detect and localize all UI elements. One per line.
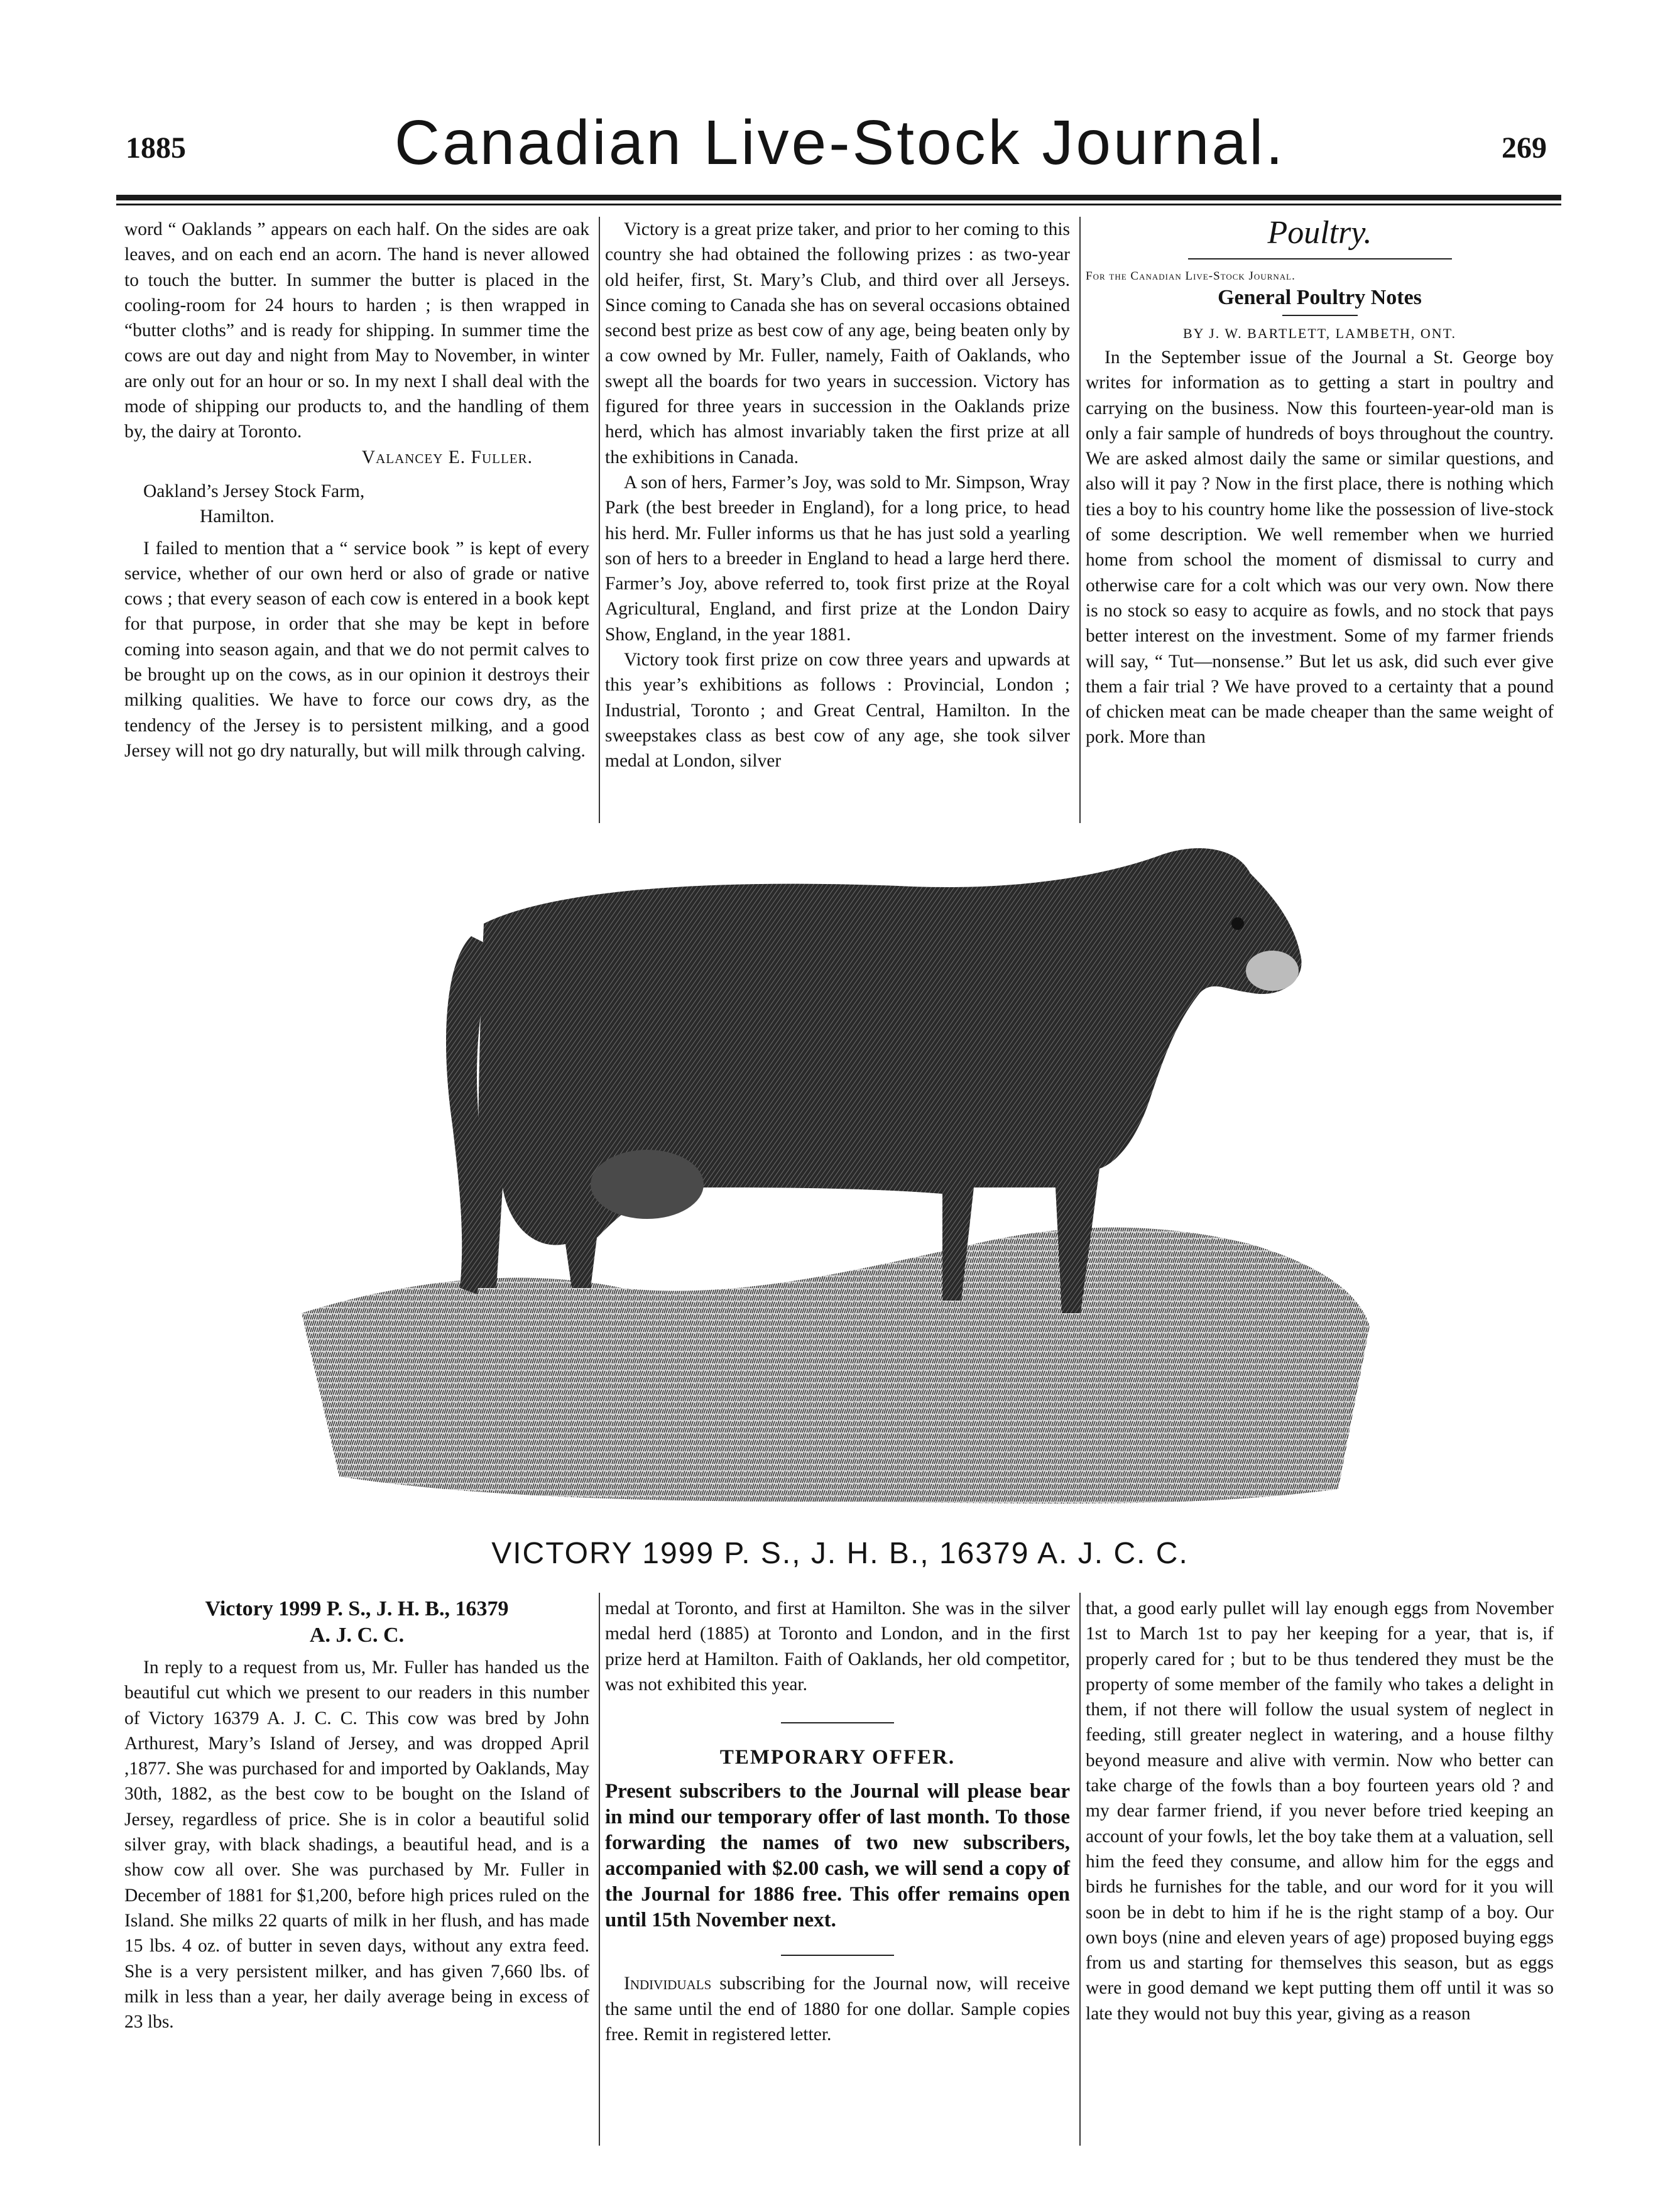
cow-muzzle: [1246, 951, 1299, 991]
column-3-top: [1086, 210, 1554, 750]
offer-rule: [781, 1955, 894, 1956]
article-title: [124, 1596, 589, 1649]
column-2-top: [605, 217, 1070, 774]
column-2-bottom: [605, 1596, 1070, 2047]
page-year: 1885: [126, 131, 186, 165]
paragraph: Victory is a great prize taker, and prior to her coming to this country she had obtained the following prizes : as two-year old heifer, first, St. Mary’s Club, and third over all Jerseys. Since coming to Canada she has on several occasions obtained second best prize as best cow of any age, being beaten only by a cow owned by Mr. Fuller, namely, Faith of Oaklands, who swept all the boards for two years in succession. Victory has figured for three years in succession in the Oaklands prize herd, which has almost invariably taken the first prize at all the exhibitions in Canada.: [605, 219, 1070, 467]
paragraph-text: subscribing for the Journal now, will receive the same until the end of 1880 for one dollar. Sample copies free. Remit in registered letter.: [605, 1974, 1070, 2045]
paragraph: A son of hers, Farmer’s Joy, was sold to Mr. Simpson, Wray Park (the best breeder in England), for a long price, to head his herd. Mr. Fuller informs us that he has just sold a yearling son of hers to a breeder in England to head a large herd there. Farmer’s Joy, above referred to, took first prize at the Royal Agricultural, England, and first prize at the London Dairy Show, England, in the year 1881.: [605, 472, 1070, 645]
cow-udder: [591, 1150, 704, 1219]
paragraph: In the September issue of the Journal a St. George boy writes for information as to getting a start in poultry and carrying on the business. Now this fourteen-year-old man is only a fair sample of hundreds of boys throughout the country. We are asked almost daily the same or similar questions, and also will it pay ? Now in the first place, there is nothing which ties a boy to his country home like the possession of live-stock of some description. We well remember when we hurried home from school the moment of dismissal to curry and otherwise care for a colt which was our very own. Now there is no stock so easy to acquire as fowls, and no stock that pays better interest on the investment. Some of my farmer friends will say, “ Tut—nonsense.” But let us ask, did such ever give them a fair trial ? We have proved to a certainty that a pound of chicken meat can be made cheaper than the same weight of pork. More than: [1086, 347, 1554, 748]
section-heading: Poultry.: [1267, 215, 1372, 251]
address: [143, 479, 589, 530]
column-divider: [1079, 217, 1081, 823]
column-1-bottom: [124, 1596, 589, 2034]
page-title: Canadian Live-Stock Journal.: [394, 107, 1286, 178]
cow-engraving: [295, 836, 1376, 1514]
section-rule: [1188, 258, 1452, 259]
paragraph: [605, 1971, 1070, 2047]
offer-title: TEMPORARY OFFER.: [719, 1746, 956, 1769]
column-1-top: [124, 217, 589, 763]
offer-rule: [781, 1722, 894, 1723]
page-number: 269: [1502, 131, 1547, 165]
column-3-bottom: [1086, 1596, 1554, 2026]
header-rule-thick: [116, 195, 1561, 200]
address-line: Oakland’s Jersey Stock Farm,: [143, 481, 365, 501]
address-line: Hamilton.: [200, 506, 275, 527]
paragraph: word “ Oaklands ” appears on each half. On the sides are oak leaves, and on each end an acorn. The hand is never allowed to touch the butter. In summer the butter is placed in the cooling-room for 24 hours to harden ; is then wrapped in “butter cloths” and is ready for shipping. In summer time the cows are out day and night from May to November, in winter are only out for an hour or so. In my next I shall deal with the mode of shipping our products to, and the handling of them by, the dairy at Toronto.: [124, 219, 589, 442]
page-header: [0, 94, 1680, 188]
article-title: General Poultry Notes: [1218, 286, 1422, 309]
paragraph: I failed to mention that a “ service book ” is kept of every service, whether of our own herd or also of grade or native cows ; that every season of each cow is entered in a book kept for that purpose, in order that she may be kept in before coming into season again, and that we do not permit calves to be brought up on the cows, as in our opinion it destroys their milking qualities. We have to force our cows dry, as the tendency of the Jersey is to persistent milking, and a good Jersey will not go dry naturally, but will milk through calving.: [124, 538, 589, 761]
paragraph: that, a good early pullet will lay enough eggs from November 1st to March 1st to pay her keeping for a year, that is, if properly cared for ; but to be thus tendered they must be the property of some member of the family who takes a delight in them, if not there will follow the usual system of neglect in feeding, still greater neglect in watering, and a house filthy beyond measure and alive with vermin. Now who better can take charge of the fowls than a boy fourteen years old ? and my dear farmer friend, if you never before tried keeping an account of your fowls, let the boy take them at a valuation, sell him the feed they consume, and allow him for the eggs and birds he furnishes for the table, and our word for it you will soon be in debt to him if he is the right stamp of a boy. Our own boys (nine and eleven years of age) proposed buying eggs from us and starting for themselves this season, but as eggs were in good demand we kept putting them off until it was so late they would not buy this year, giving as a reason: [1086, 1598, 1554, 2024]
offer-body: Present subscribers to the Journal will please bear in mind our temporary offer of last month. To those forwarding the names of two new subscribers, accompanied with $2.00 cash, we will send a copy of the Journal for 1886 free. This offer remains open until 15th November next.: [605, 1780, 1070, 1932]
article-title-line: Victory 1999 P. S., J. H. B., 16379: [205, 1597, 509, 1620]
column-divider: [1079, 1593, 1081, 2146]
signature: Valancey E. Fuller.: [361, 447, 533, 467]
cow-eye: [1231, 917, 1244, 930]
title-rule: [1282, 315, 1358, 316]
article-title-line: A. J. C. C.: [309, 1624, 405, 1647]
lead-word: Individuals: [624, 1974, 712, 1994]
source-line: For the Canadian Live-Stock Journal.: [1086, 270, 1295, 283]
paragraph: medal at Toronto, and first at Hamilton. She was in the silver medal herd (1885) at Toronto and London, and in the first prize herd at Hamilton. Faith of Oaklands, her old competitor, was not exhibited this year.: [605, 1598, 1070, 1695]
cow-illustration: [295, 836, 1376, 1514]
header-rule-thin: [116, 204, 1561, 205]
paragraph: In reply to a request from us, Mr. Fuller has handed us the beautiful cut which we present to our readers in this number of Victory 16379 A. J. C. C. This cow was bred by John Arthurest, Mary’s Island of Jersey, and was dropped April ,1877. She was purchased for and imported by Oaklands, May 30th, 1882, as the best cow to be bought on the Island of Jersey, regardless of price. She is in color a beautiful solid silver gray, with black shadings, a beautiful head, and is a show cow all over. She was purchased by Mr. Fuller in December of 1881 for $1,200, before high prices ruled on the Island. She milks 22 quarts of milk in her flush, and has made 15 lbs. 4 oz. of butter in seven days, without any extra feed. She is a very persistent milker, and has given 7,660 lbs. of milk in less than a year, her daily average being in excess of 23 lbs.: [124, 1657, 589, 2033]
byline: BY J. W. BARTLETT, LAMBETH, ONT.: [1182, 325, 1457, 341]
paragraph: Victory took first prize on cow three years and upwards at this year’s exhibitions as follows : Provincial, London ; Industrial, Toronto ; and Great Central, Hamilton. In the sweepstakes class as best cow of any age, she took silver medal at London, silver: [605, 650, 1070, 772]
column-divider: [599, 1593, 600, 2146]
column-divider: [599, 217, 600, 823]
figure-caption: VICTORY 1999 P. S., J. H. B., 16379 A. J. C. C.: [491, 1537, 1189, 1570]
